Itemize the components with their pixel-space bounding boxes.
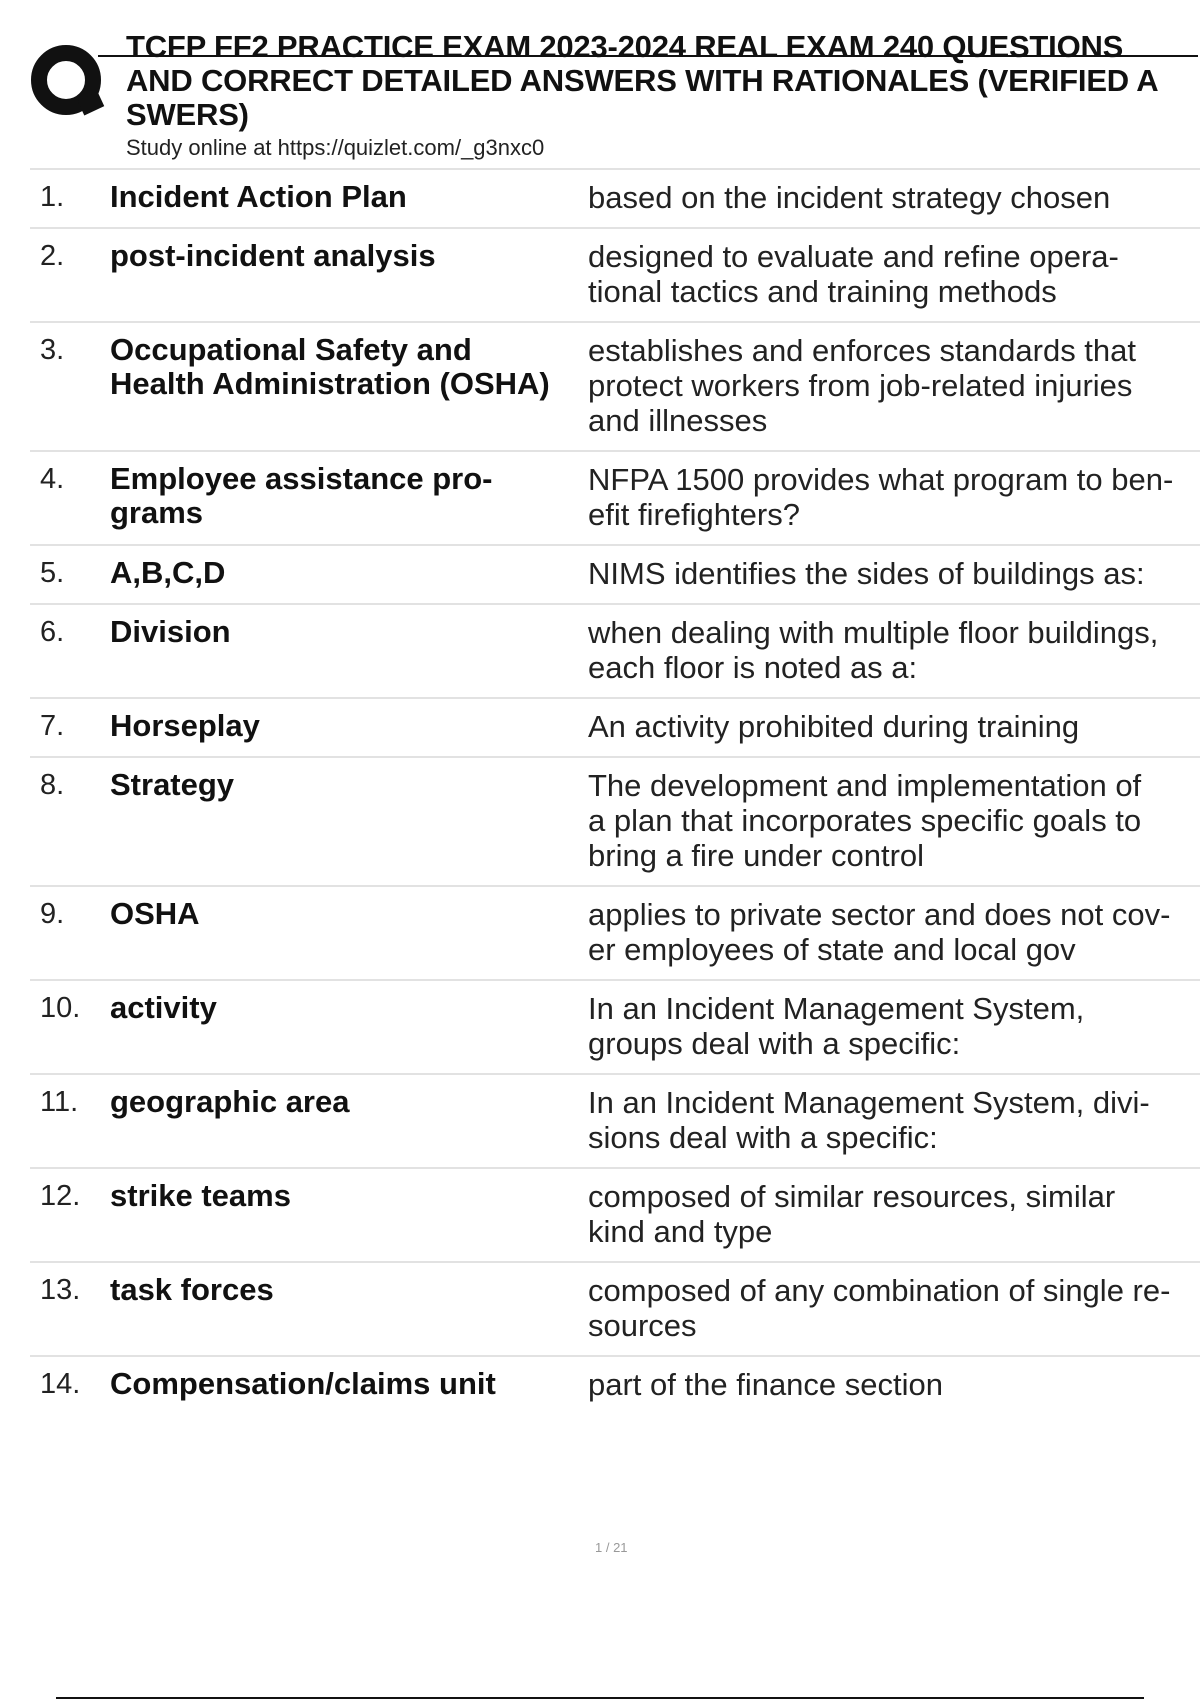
row-number: 1. (40, 181, 65, 213)
row-number: 6. (40, 616, 65, 648)
row-number: 12. (40, 1180, 81, 1212)
row-number: 3. (40, 334, 65, 366)
definition: composed of similar resources, similar kind and type (588, 1179, 1116, 1249)
definition: designed to evaluate and refine opera- tional tactics and training methods (588, 239, 1119, 309)
table-row (30, 603, 1200, 697)
definition: The development and implementation of a plan that incorporates specific goals to bring a fire under control (588, 768, 1142, 873)
term: Incident Action Plan (110, 179, 407, 214)
term: Division (110, 614, 231, 649)
table-row (30, 227, 1200, 321)
table-row (30, 450, 1200, 544)
term: OSHA (110, 896, 200, 931)
document-title: TCFP FF2 PRACTICE EXAM 2023-2024 REAL EXAM 240 QUESTIONS AND CORRECT DETAILED ANSWERS WITH RATIONALES (VERIFIED A SWERS) (126, 30, 1159, 132)
row-number: 8. (40, 769, 65, 801)
study-online-link[interactable]: Study online at https://quizlet.com/_g3nxc0 (126, 135, 545, 160)
definition: part of the finance section (588, 1367, 944, 1402)
table-row (30, 979, 1200, 1073)
row-number: 14. (40, 1368, 81, 1400)
term: Strategy (110, 767, 235, 802)
definition: when dealing with multiple floor buildings, each floor is noted as a: (588, 615, 1159, 685)
term: geographic area (110, 1084, 350, 1119)
quizlet-logo-icon (30, 44, 106, 120)
table-row (30, 168, 1200, 227)
row-number: 4. (40, 463, 65, 495)
definition: In an Incident Management System, groups deal with a specific: (588, 991, 1085, 1061)
row-number: 7. (40, 710, 65, 742)
row-number: 11. (40, 1086, 79, 1118)
term: task forces (110, 1272, 274, 1307)
table-row (30, 756, 1200, 885)
row-number: 13. (40, 1274, 81, 1306)
term: Employee assistance pro- grams (110, 461, 493, 530)
definition: composed of any combination of single re- sources (588, 1273, 1171, 1343)
definition: NFPA 1500 provides what program to ben- efit firefighters? (588, 462, 1174, 532)
title-block (126, 30, 1200, 161)
term: Occupational Safety and Health Administration (OSHA) (110, 332, 550, 401)
definition: establishes and enforces standards that protect workers from job-related injuries and illnesses (588, 333, 1137, 438)
table-row (30, 697, 1200, 756)
flashcard-table (30, 168, 1200, 1414)
table-row (30, 1261, 1200, 1355)
definition: NIMS identifies the sides of buildings as: (588, 556, 1145, 591)
table-row (30, 1355, 1200, 1414)
term: post-incident analysis (110, 238, 436, 273)
document-header (30, 30, 1200, 170)
page-indicator: 1 / 21 (595, 1540, 628, 1555)
row-number: 10. (40, 992, 81, 1024)
table-row (30, 1167, 1200, 1261)
term: Horseplay (110, 708, 260, 743)
term: activity (110, 990, 217, 1025)
row-number: 9. (40, 898, 65, 930)
term: strike teams (110, 1178, 291, 1213)
row-number: 5. (40, 557, 65, 589)
row-number: 2. (40, 240, 65, 272)
definition: An activity prohibited during training (588, 709, 1080, 744)
term: A,B,C,D (110, 555, 226, 590)
table-row (30, 885, 1200, 979)
bottom-rule (56, 1697, 1144, 1699)
table-row (30, 544, 1200, 603)
table-row (30, 1073, 1200, 1167)
definition: applies to private sector and does not cov- er employees of state and local gov (588, 897, 1171, 967)
definition: In an Incident Management System, divi- sions deal with a specific: (588, 1085, 1150, 1155)
term: Compensation/claims unit (110, 1366, 496, 1401)
table-row (30, 321, 1200, 450)
definition: based on the incident strategy chosen (588, 180, 1111, 215)
